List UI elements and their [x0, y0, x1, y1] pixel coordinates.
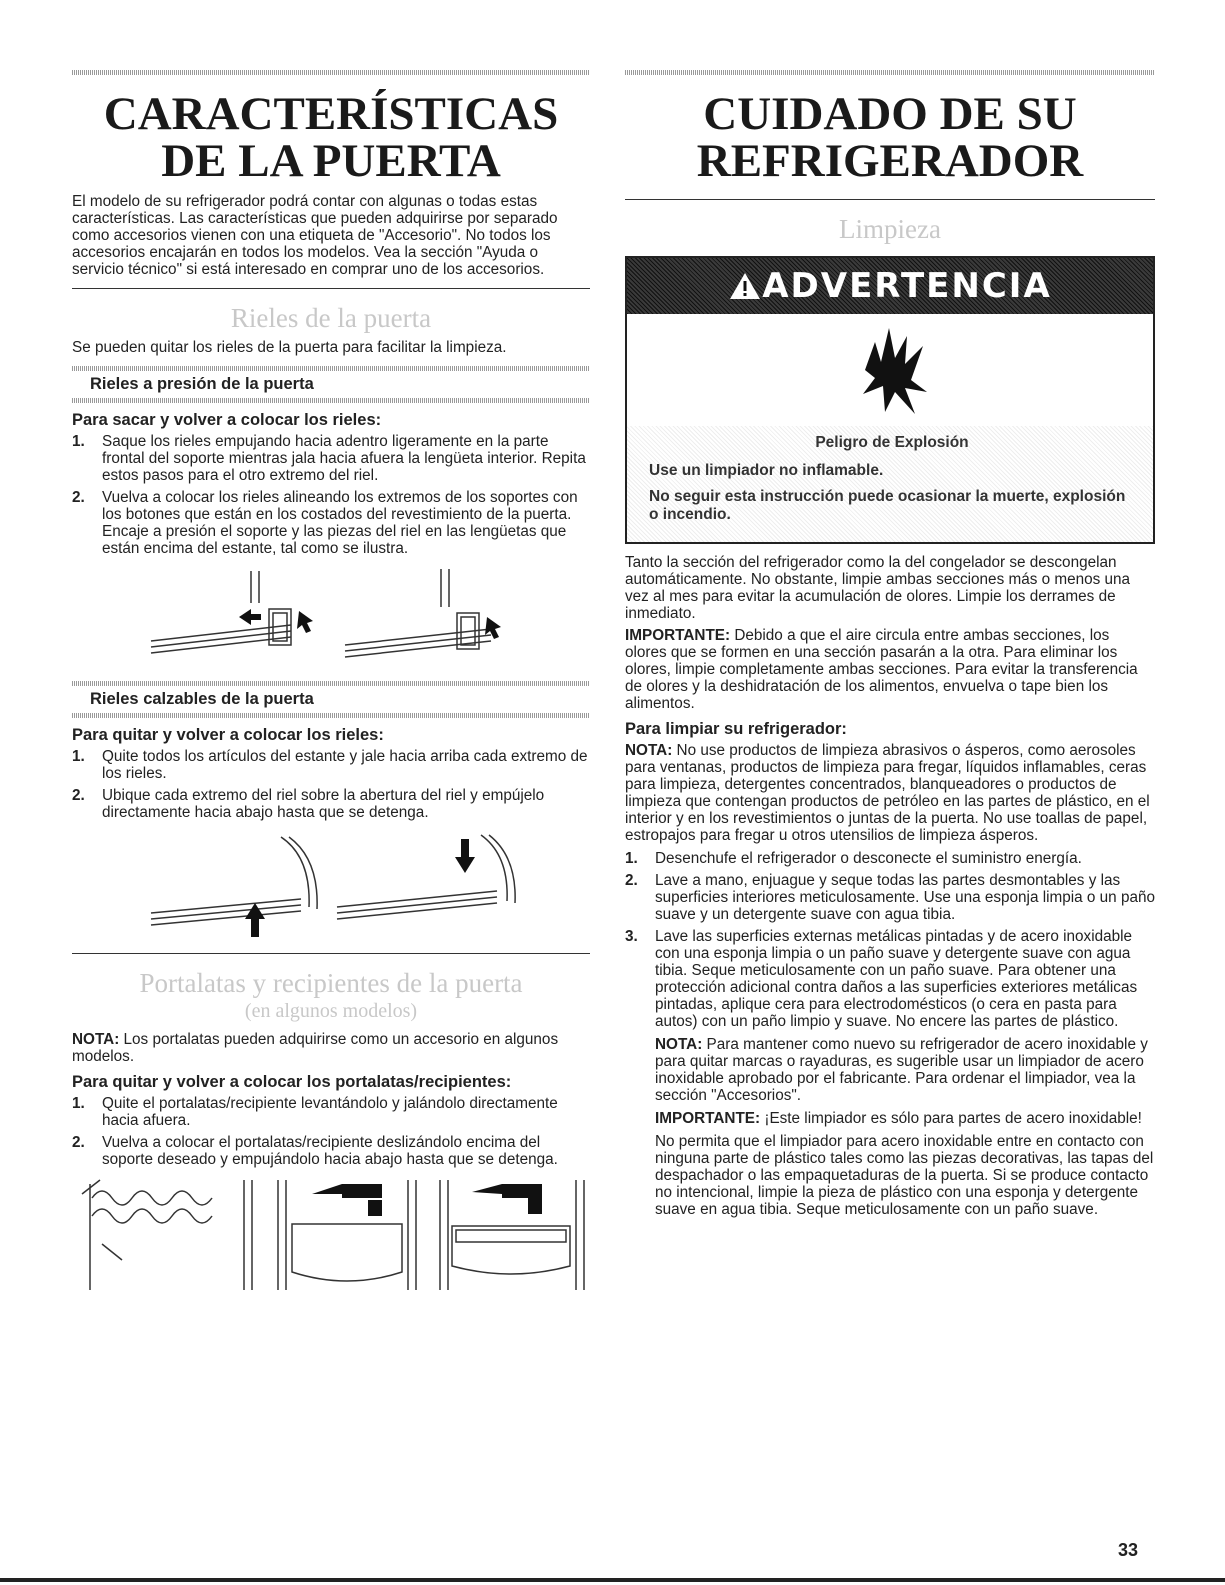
right-column — [625, 70, 1155, 1223]
page-number: 33 — [1118, 1540, 1139, 1560]
divider — [625, 199, 1155, 200]
list-item: 1. Quite el portalatas/recipiente levantándolo y jalándolo directamente hacia afuera. — [72, 1095, 558, 1129]
rieles-paragraph: Se pueden quitar los rieles de la puerta para facilitar la limpieza. — [72, 339, 507, 356]
warning-symbol-area — [627, 314, 1153, 426]
top-hatch-rule — [72, 70, 590, 75]
list-item: 1. Saque los rieles empujando hacia adentro ligeramente en la parte frontal del soporte mientras jala hacia afuera la lengüeta interior. Repita estos pasos para el otro extremo del riel. — [72, 433, 586, 484]
stainless-warning-paragraph: No permita que el limpiador para acero inoxidable entre en contacto con ninguna parte de plástico tales como las piezas decorativas, las tapas del despachador o las empaquetaduras de la puerta. Si se produce contacto no intencional, limpie la pieza de plástico con una esponja y detergente suave en agua tibia. Seque meticulosamente con un paño suave. — [655, 1133, 1154, 1218]
hatch-rule — [72, 713, 590, 718]
portalatas-instructions-heading: Para quitar y volver a colocar los portalatas/recipientes: — [72, 1073, 512, 1091]
list-item: 2. Ubique cada extremo del riel sobre la abertura del riel y empújelo directamente hacia abajo hasta que se detenga. — [72, 787, 545, 821]
warning-header — [627, 258, 1153, 314]
portalatas-note: NOTA: Los portalatas pueden adquirirse como un accesorio en algunos modelos. — [72, 1031, 559, 1065]
list-item: 1. Quite todos los artículos del estante y jale hacia arriba cada extremo de los rieles. — [72, 748, 588, 782]
warning-danger-label: Peligro de Explosión — [815, 434, 969, 451]
intro-paragraph: El modelo de su refrigerador podrá contar con algunas o todas estas características. Las características que pueden adquirirse por separado como accesorios vienen con una etiqueta de "Accesorio". No todos los accesorios encajarán en todos los modelos. Vea la sección "Ayuda o servicio técnico" si está interesado en comprar uno de los accesorios. — [72, 193, 558, 278]
section-heading-limpieza: Limpieza — [839, 214, 941, 244]
warning-triangle-icon — [728, 271, 762, 301]
hatch-rule — [72, 398, 590, 403]
divider — [72, 953, 590, 954]
calzables-instructions-heading: Para quitar y volver a colocar los rieles: — [72, 726, 384, 744]
presion-steps — [72, 433, 590, 557]
list-item: 2. Vuelva a colocar el portalatas/recipiente deslizándolo encima del soporte deseado y empujándolo hacia abajo hasta que se detenga. — [72, 1134, 558, 1168]
subsection-heading-presion: Rieles a presión de la puerta — [90, 375, 314, 393]
defrost-paragraph: Tanto la sección del refrigerador como la del congelador se descongelan automáticamente. No obstante, limpie ambas secciones más o menos una vez al mes para evitar la acumulación de olores. Limpie los derrames de inmediato. — [625, 554, 1131, 622]
bottom-rule — [0, 1578, 1225, 1582]
section-subheading-modelos: (en algunos modelos) — [244, 1000, 418, 1022]
list-item: 3. Lave las superficies externas metálicas pintadas y de acero inoxidable con una esponja limpia o un paño suave y detergente suave con agua tibia. Seque meticulosamente con un paño suave. Para obtener una protección adicional contra daños a las superficies exteriores metálicas pintadas, aplique cera para electrodomésticos (o cera en pasta para autos) con un paño limpio y suave. No encere las partes de plástico. NOTA: Para mantener como nuevo su refrigerador de acero inoxidable y para quitar marcas o rayaduras, es sugerible usar un limpiador de acero inoxidable aprobado por el fabricante. Para ordenar el limpiador, vea la sección "Accesorios". IMPORTANTE: ¡Este limpiador es sólo para partes de acero inoxidable! No permita que el limpiador para acero inoxidable entre en contacto con ninguna parte de plástico tales como las piezas decorativas, las tapas del despachador o las empaquetaduras de la puerta. Si se produce contacto no intencional, limpie la pieza de plástico con una esponja y detergente suave en agua tibia. Seque meticulosamente con un paño suave. — [625, 928, 1154, 1218]
warning-title: ADVERTENCIA — [762, 266, 1052, 306]
cleaning-note: NOTA: No use productos de limpieza abrasivos o ásperos, como aerosoles para ventanas, productos de limpieza para fregar, líquidos inflamables, ceras para limpieza, detergentes concentrados, blanqueadores o productos de limpieza que contengan productos de petróleo en las partes de plástico, en el interior y en los revestimientos o juntas de la puerta. No use toallas de papel, estropajos para fregar u otros utensilios de limpieza ásperos. — [625, 742, 1150, 844]
list-item: 1. Desenchufe el refrigerador o desconecte el suministro energía. — [625, 850, 1082, 867]
portalatas-steps — [72, 1095, 590, 1168]
subsection-heading-calzables: Rieles calzables de la puerta — [90, 690, 314, 708]
cleaning-instructions-heading: Para limpiar su refrigerador: — [625, 720, 847, 738]
drop-in-rail-illustration — [101, 827, 561, 947]
warning-box — [625, 256, 1155, 544]
stainless-note: NOTA: Para mantener como nuevo su refrigerador de acero inoxidable y para quitar marcas o rayaduras, es sugerible usar un limpiador de acero inoxidable aprobado por el fabricante. Para ordenar el limpiador, vea la sección "Accesorios". — [655, 1036, 1148, 1104]
stainless-important: IMPORTANTE: ¡Este limpiador es sólo para partes de acero inoxidable! — [655, 1110, 1142, 1127]
list-item: 2. Vuelva a colocar los rieles alineando los extremos de los soportes con los botones que están en los costados del revestimiento de la puerta. Encaje a presión el soporte y las piezas del riel en las lengüetas que están encima del estante, tal como se ilustra. — [72, 489, 578, 557]
calzables-steps — [72, 748, 590, 821]
important-paragraph: IMPORTANTE: Debido a que el aire circula entre ambas secciones, los olores que se formen en una sección pasarán a la otra. Para eliminar los olores, limpie completamente ambas secciones. Para evitar la transferencia de olores y la deshidratación de los alimentos, envuelva o tape bien los alimentos. — [625, 627, 1138, 712]
presion-instructions-heading: Para sacar y volver a colocar los rieles: — [72, 411, 382, 429]
warning-text-panel — [627, 426, 1153, 542]
warning-instruction: Use un limpiador no inflamable. — [649, 462, 884, 479]
divider — [72, 288, 590, 289]
snap-rail-illustration — [91, 563, 571, 675]
can-rack-bin-illustration — [72, 1174, 592, 1294]
top-hatch-rule — [625, 70, 1155, 75]
cleaning-steps — [625, 850, 1155, 1218]
left-column — [72, 70, 590, 1300]
page-title-right: CUIDADO DE SU REFRIGERADOR — [696, 88, 1084, 187]
section-heading-rieles: Rieles de la puerta — [230, 303, 432, 333]
page-title-left: CARACTERÍSTICAS DE LA PUERTA — [103, 88, 559, 187]
warning-consequence: No seguir esta instrucción puede ocasionar la muerte, explosión o incendio. — [649, 488, 1126, 523]
explosion-icon — [845, 322, 935, 418]
section-heading-portalatas: Portalatas y recipientes de la puerta — [139, 968, 523, 998]
list-item: 2. Lave a mano, enjuague y seque todas las partes desmontables y las superficies interiores meticulosamente. Use una esponja limpia o un paño suave y un detergente suave con agua tibia. — [625, 872, 1155, 923]
